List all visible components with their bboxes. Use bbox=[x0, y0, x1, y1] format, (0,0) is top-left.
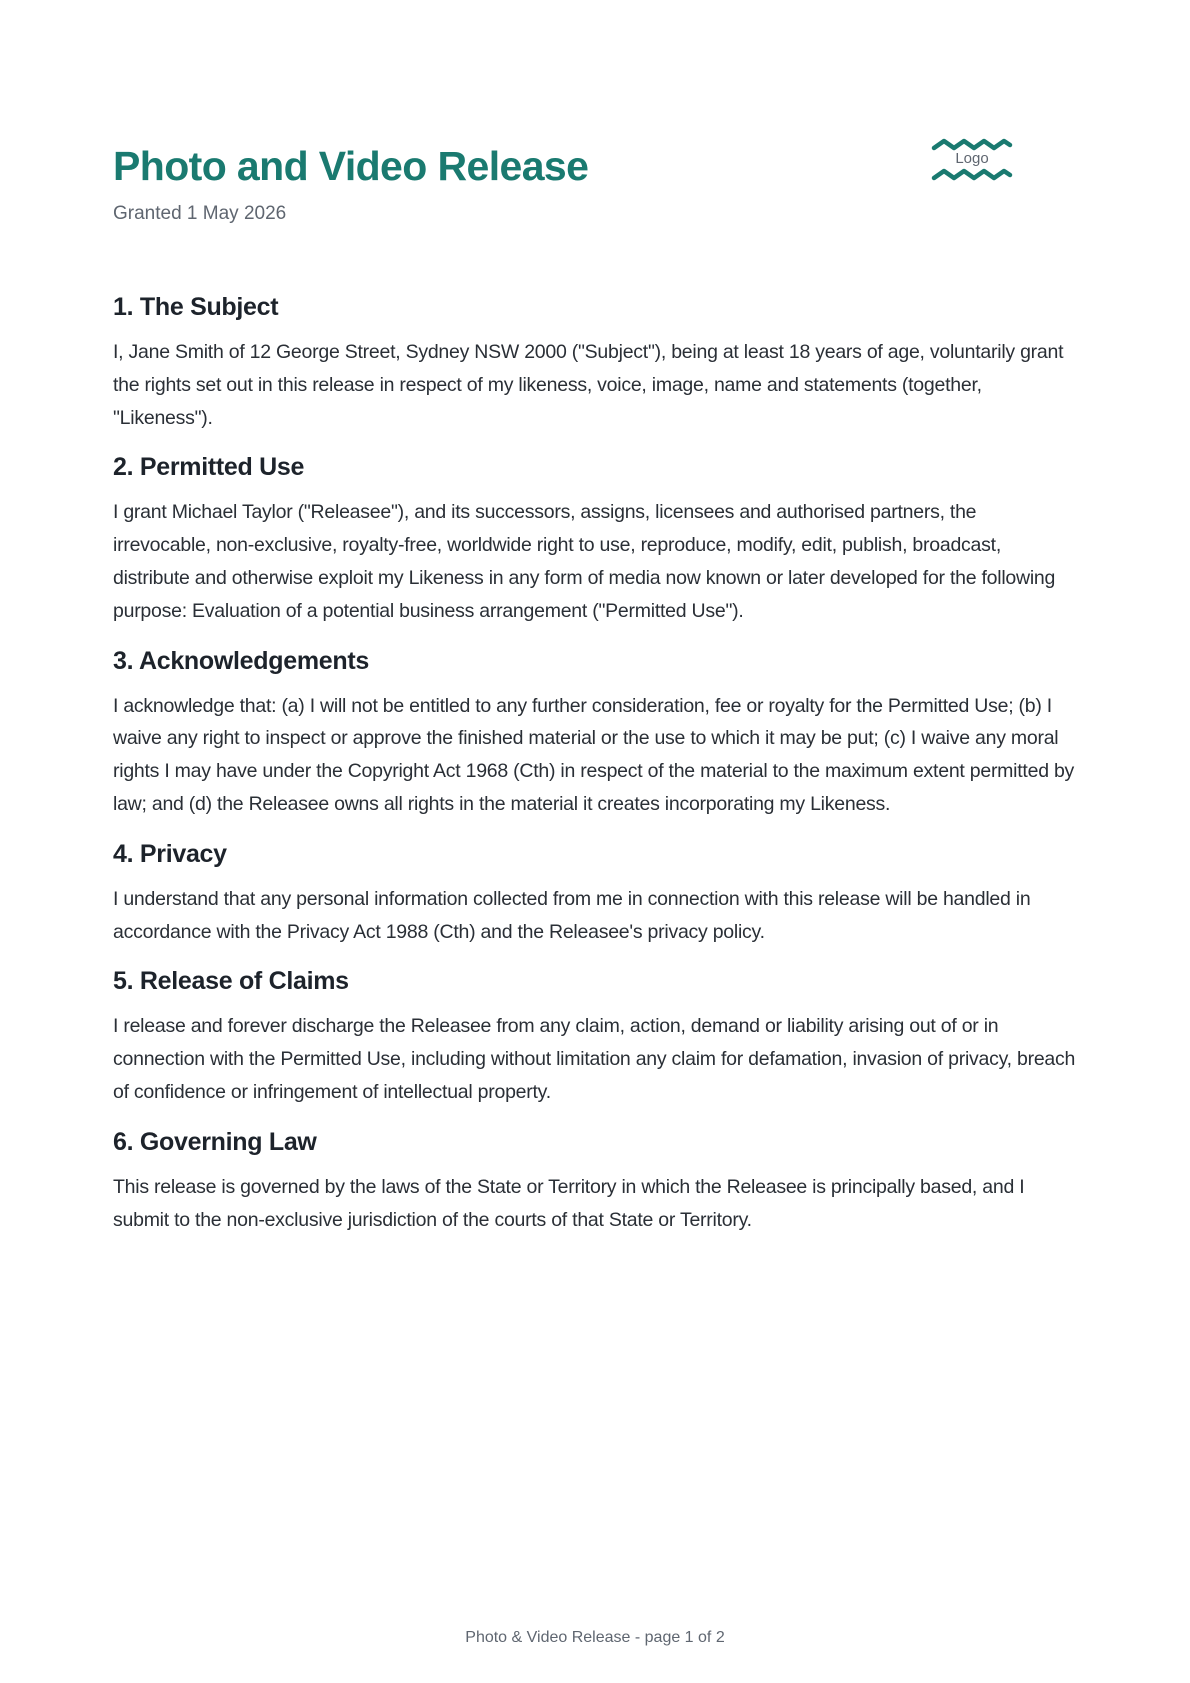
section-acknowledgements bbox=[113, 644, 1078, 821]
logo-label: Logo bbox=[955, 150, 989, 167]
section-heading: 3. Acknowledgements bbox=[113, 646, 369, 675]
section-heading: 4. Privacy bbox=[113, 839, 227, 868]
section-heading: 5. Release of Claims bbox=[113, 967, 349, 996]
section-body: I release and forever discharge the Releasee from any claim, action, demand or liability arising out of or in connection with the Permitted Use, including without limitation any claim for defamation, invasion of privacy, breach of confidence or infringement of intellectual property. bbox=[113, 1015, 1076, 1103]
section-heading: 1. The Subject bbox=[113, 293, 279, 321]
document-header bbox=[113, 140, 1013, 226]
section-governing-law bbox=[113, 1125, 1078, 1237]
section-privacy bbox=[113, 837, 1078, 949]
section-subject bbox=[113, 290, 1078, 434]
section-heading: 2. Permitted Use bbox=[113, 453, 305, 482]
grant-date: Granted 1 May 2026 bbox=[113, 203, 287, 224]
section-heading: 6. Governing Law bbox=[113, 1127, 317, 1156]
release-clauses bbox=[113, 290, 1078, 1252]
section-body: This release is governed by the laws of the State or Territory in which the Releasee is principally based, and I submit to the non-exclusive jurisdiction of the courts of that State or Territory. bbox=[113, 1175, 1025, 1231]
section-permitted-use bbox=[113, 450, 1078, 627]
section-body: I, Jane Smith of 12 George Street, Sydney NSW 2000 ("Subject"), being at least 18 years of age, voluntarily grant the rights set out in this release in respect of my likeness, voice, image, name and statements (together, "Likeness"). bbox=[113, 341, 1064, 429]
page-title: Photo and Video Release bbox=[113, 143, 589, 189]
section-body: I acknowledge that: (a) I will not be entitled to any further consideration, fee or royalty for the Permitted Use; (b) I waive any right to inspect or approve the finished material or the use to which it may be put; (c) I waive any moral rights I may have under the Copyright Act 1968 (Cth) in respect of the material to the maximum extent permitted by law; and (d) the Releasee owns all rights in the material it creates incorporating my Likeness. bbox=[113, 694, 1075, 815]
company-logo bbox=[930, 138, 1014, 186]
section-body: I understand that any personal information collected from me in connection with this release will be handled in accordance with the Privacy Act 1988 (Cth) and the Releasee's privacy policy. bbox=[113, 887, 1031, 943]
section-release-of-claims bbox=[113, 964, 1078, 1108]
section-body: I grant Michael Taylor ("Releasee"), and its successors, assigns, licensees and authorised partners, the irrevocable, non-exclusive, royalty-free, worldwide right to use, reproduce, modify, edit, publish, broadcast, distribute and otherwise exploit my Likeness in any form of media now known or later developed for the following purpose: Evaluation of a potential business arrangement ("Permitted Use"). bbox=[113, 501, 1056, 622]
page-footer: Photo & Video Release - page 1 of 2 bbox=[465, 1629, 725, 1646]
